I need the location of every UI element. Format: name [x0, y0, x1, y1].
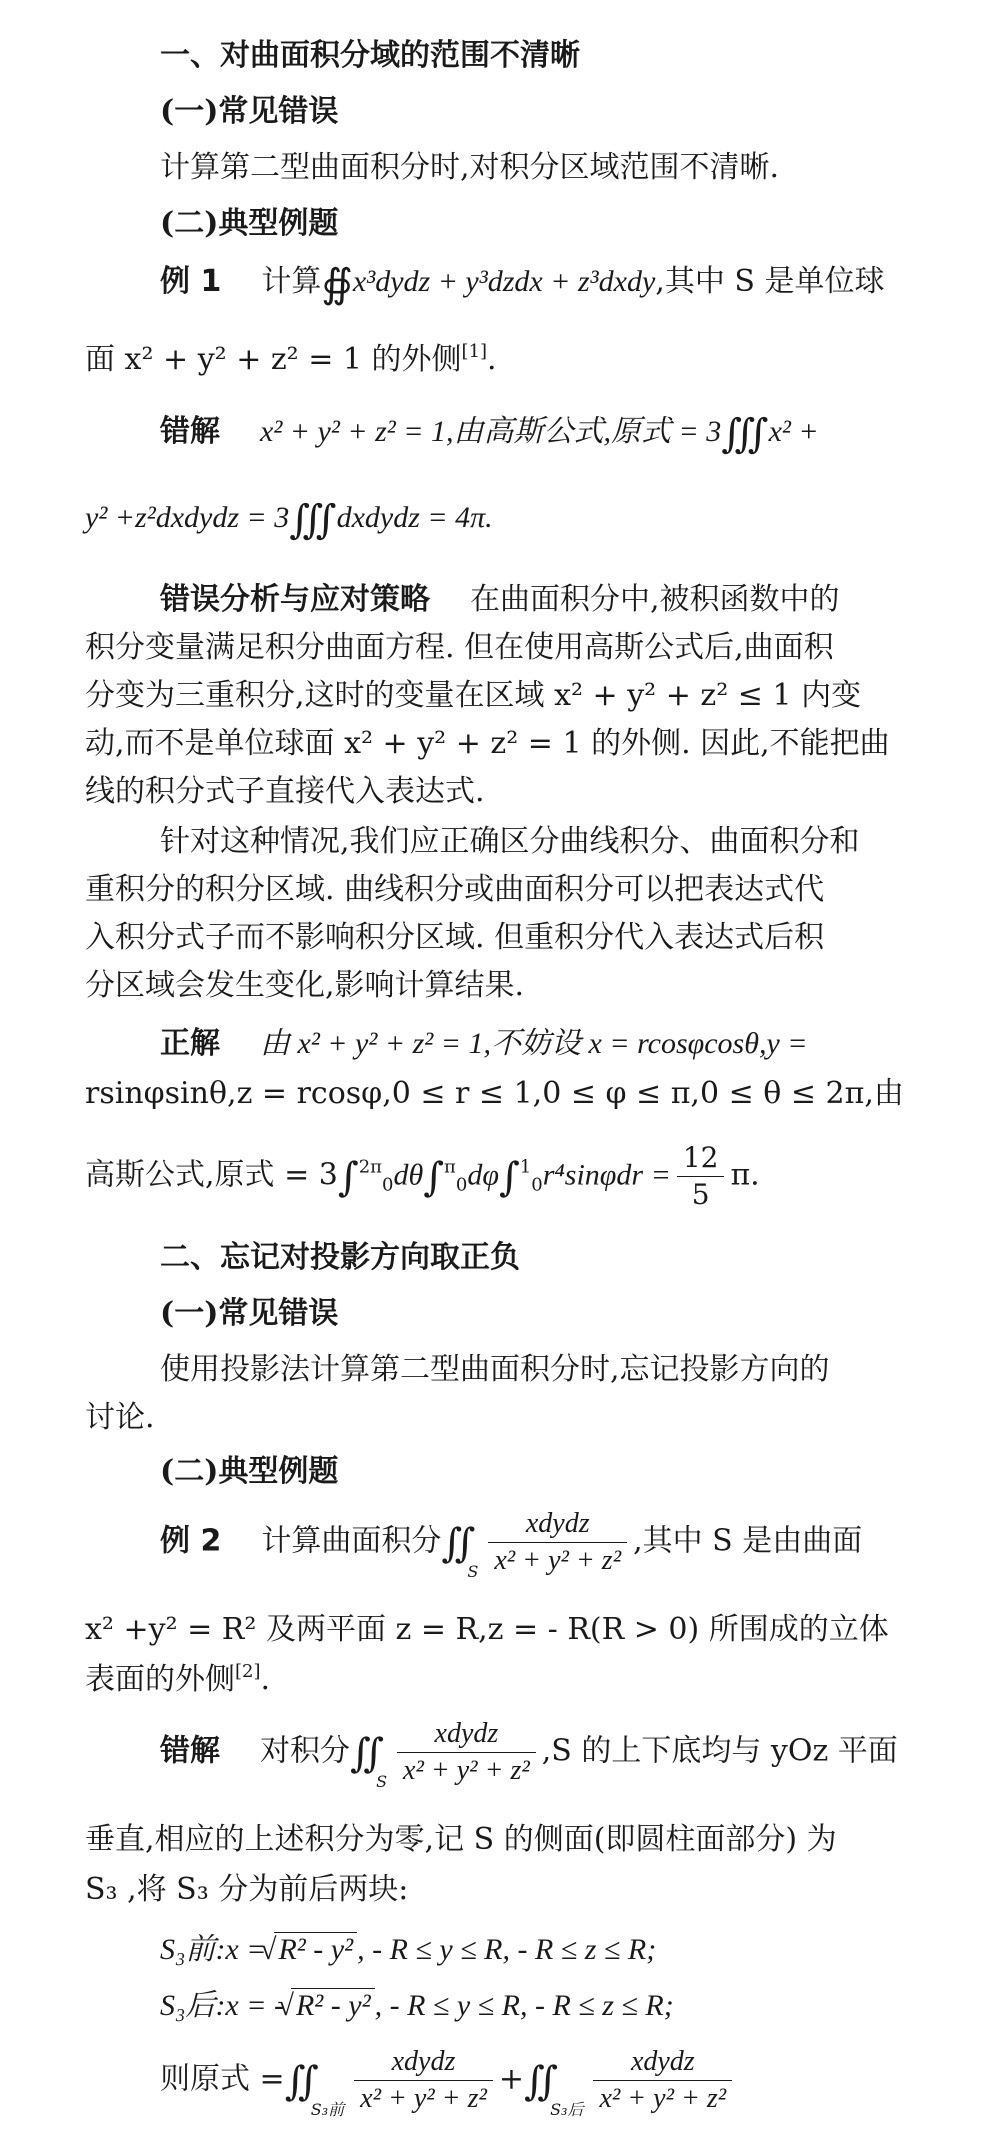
double-integral-back: ∬: [524, 2058, 559, 2105]
example-1-text-a: 计算: [261, 264, 322, 299]
correct-1-line-3-end: π.: [730, 1157, 760, 1193]
example-2-numerator: xdydz: [488, 1506, 627, 1543]
correct-1-line-1-text: 由 x² + y² + z² = 1,不妨设 x = rcosφcosθ,y =: [260, 1027, 808, 1060]
wrong-2-back-line: [0, 1986, 1000, 2026]
analysis-line-1-text: 在曲面积分中,被积函数中的: [470, 582, 840, 617]
analysis-para2-line-2: 重积分的积分区域. 曲线积分或曲面积分可以把表达式代: [85, 872, 825, 907]
s3-back-eq: :x = -: [215, 1989, 292, 2022]
correct-1-fraction: [677, 1140, 725, 1213]
wrong-2-numerator: xdydz: [397, 1716, 536, 1753]
wrong-2-denominator: x² + y² + z²: [403, 1755, 530, 1786]
surface-integral-symbol: ∯: [321, 261, 353, 307]
limit-lower-0-c: 0: [531, 1174, 543, 1196]
example-2-line-3-end: .: [260, 1662, 271, 1697]
wrong-1-line-1: [0, 411, 1000, 457]
domain-s3-front: S₃前: [310, 2099, 345, 2119]
section-2-example-heading: (二)典型例题: [160, 1454, 339, 1489]
correct-1-dtheta: dθ: [393, 1158, 424, 1192]
wrong-2-final-line: [0, 2044, 1000, 2134]
wrong-2-text-a: 对积分: [260, 1733, 350, 1769]
s3-front-eq: :x =: [215, 1933, 274, 1966]
integral-domain-S: S: [467, 1561, 479, 1581]
analysis-line-1: [0, 580, 1000, 620]
example-2-label: 例 2: [160, 1523, 222, 1559]
integral-domain-S-2: S: [376, 1771, 388, 1791]
wrong-2-line-3: S₃ ,将 S₃ 分为前后两块:: [85, 1872, 409, 1907]
limit-upper-2pi: 2π: [358, 1156, 382, 1178]
limit-lower-0-b: 0: [455, 1174, 468, 1196]
triple-integral-symbol-2: ∭: [289, 497, 337, 543]
final-fraction-2: [593, 2044, 732, 2117]
section-1-common-error-text: 计算第二型曲面积分时,对积分区域范围不清晰.: [160, 150, 780, 185]
wrong-2-front-line: [0, 1930, 1000, 1970]
example-2-line-3-text: 表面的外侧: [85, 1662, 235, 1697]
integral-symbol-r: ∫: [498, 1154, 520, 1201]
s3-front-label: S₃前: [160, 1933, 216, 1966]
wrong-2-fraction: [397, 1716, 536, 1789]
wrong-1-line-2-a: y² +z²dxdydz = 3: [85, 501, 290, 534]
analysis-line-5: 线的积分式子直接代入表达式.: [85, 774, 485, 809]
limit-upper-pi: π: [444, 1156, 456, 1178]
example-1-line-2-end: .: [487, 342, 497, 377]
s3-front-range: , - R ≤ y ≤ R, - R ≤ z ≤ R;: [357, 1933, 657, 1966]
analysis-line-3: 分变为三重积分,这时的变量在区域 x² + y² + z² ≤ 1 内变: [85, 678, 862, 713]
final-numerator-2: xdydz: [593, 2044, 732, 2081]
correct-1-line-3-a: 高斯公式,原式 = 3: [85, 1157, 338, 1193]
triple-integral-symbol: ∭: [721, 411, 769, 457]
s3-back-range: , - R ≤ y ≤ R, - R ≤ z ≤ R;: [374, 1989, 674, 2022]
sqrt-back: √ R² - y²: [291, 1988, 374, 2022]
limit-lower-0-a: 0: [381, 1174, 394, 1196]
analysis-label: 错误分析与应对策略: [160, 582, 430, 617]
correct-1-label: 正解: [160, 1026, 220, 1061]
domain-s3-back: S₃后: [550, 2099, 584, 2119]
analysis-line-4: 动,而不是单位球面 x² + y² + z² = 1 的外侧. 因此,不能把曲: [85, 726, 890, 761]
sqrt-front: √ R² - y²: [274, 1932, 357, 1966]
example-1-line-1: [0, 261, 1000, 307]
final-numerator-1: xdydz: [354, 2044, 493, 2081]
plus-sign: +: [498, 2061, 525, 2097]
double-integral-front: ∬: [284, 2058, 319, 2105]
double-integral-symbol-2: ∬: [350, 1730, 385, 1777]
wrong-2-line-1: [0, 1716, 1000, 1796]
example-2-text-b: ,其中 S 是由曲面: [633, 1523, 863, 1559]
example-2-text-a: 计算曲面积分: [261, 1523, 442, 1559]
final-fraction-1: [354, 2044, 493, 2117]
correct-1-line-2: rsinφsinθ,z = rcosφ,0 ≤ r ≤ 1,0 ≤ φ ≤ π,0 ≤ θ ≤ 2π,由: [85, 1076, 904, 1111]
analysis-line-2: 积分变量满足积分曲面方程. 但在使用高斯公式后,曲面积: [85, 630, 834, 665]
example-1-line-2: [0, 340, 1000, 380]
s3-back-label: S₃后: [160, 1989, 216, 2022]
fraction-numerator: 12: [677, 1140, 725, 1177]
wrong-2-label: 错解: [160, 1733, 220, 1769]
example-2-line-2: x² +y² = R² 及两平面 z = R,z = - R(R > 0) 所围成的立体: [85, 1612, 889, 1647]
limit-upper-1: 1: [519, 1156, 532, 1178]
example-1-ref: [1]: [461, 341, 488, 362]
section-2-title: 二、忘记对投影方向取正负: [160, 1240, 520, 1275]
example-1-label: 例 1: [160, 264, 222, 299]
wrong-1-line-1-a: x² + y² + z² = 1,由高斯公式,原式 = 3: [260, 415, 722, 448]
correct-1-dphi: dφ: [467, 1158, 499, 1192]
final-denominator-2: x² + y² + z²: [599, 2083, 727, 2114]
wrong-1-line-2-b: dxdydz = 4π.: [336, 501, 493, 534]
section-2-common-error-text-2: 讨论.: [85, 1400, 155, 1435]
wrong-1-line-2: [0, 497, 1000, 543]
section-1-common-error-heading: (一)常见错误: [160, 94, 339, 129]
wrong-1-line-1-b: x² +: [768, 415, 819, 448]
fraction-denominator: 5: [691, 1178, 710, 1211]
example-2-ref: [2]: [235, 1661, 261, 1682]
example-1-text-b: ,其中 S 是单位球: [655, 264, 885, 299]
section-2-common-error-heading: (一)常见错误: [160, 1296, 339, 1331]
double-integral-symbol: ∬: [441, 1520, 476, 1567]
analysis-para2-line-1: 针对这种情况,我们应正确区分曲线积分、曲面积分和: [160, 824, 860, 859]
example-2-fraction: [488, 1506, 627, 1579]
wrong-1-label: 错解: [160, 414, 220, 449]
example-2-denominator: x² + y² + z²: [494, 1545, 622, 1576]
final-text: 则原式 =: [160, 2061, 285, 2097]
analysis-para2-line-3: 入积分式子而不影响积分区域. 但重积分代入表达式后积: [85, 920, 825, 955]
analysis-para2-line-4: 分区域会发生变化,影响计算结果.: [85, 968, 525, 1003]
wrong-2-text-b: ,S 的上下底均与 yOz 平面: [541, 1733, 898, 1769]
correct-1-integrand: r⁴sinφdr =: [542, 1158, 671, 1192]
correct-1-line-1: [0, 1024, 1000, 1064]
wrong-2-line-2: 垂直,相应的上述积分为零,记 S 的侧面(即圆柱面部分) 为: [85, 1822, 837, 1857]
integral-symbol-theta: ∫: [337, 1154, 359, 1201]
section-1-title: 一、对曲面积分域的范围不清晰: [160, 38, 580, 73]
correct-1-line-3: [0, 1140, 1000, 1220]
section-2-common-error-text-1: 使用投影法计算第二型曲面积分时,忘记投影方向的: [160, 1352, 830, 1387]
section-1-example-heading: (二)典型例题: [160, 206, 339, 241]
integral-symbol-phi: ∫: [423, 1154, 445, 1201]
example-1-integrand: x³dydz + y³dzdx + z³dxdy: [352, 265, 656, 298]
example-1-line-2-text: 面 x² + y² + z² = 1 的外侧: [85, 342, 462, 377]
final-denominator-1: x² + y² + z²: [360, 2083, 487, 2114]
example-2-line-3: [0, 1660, 1000, 1700]
example-2-line-1: [0, 1506, 1000, 1586]
